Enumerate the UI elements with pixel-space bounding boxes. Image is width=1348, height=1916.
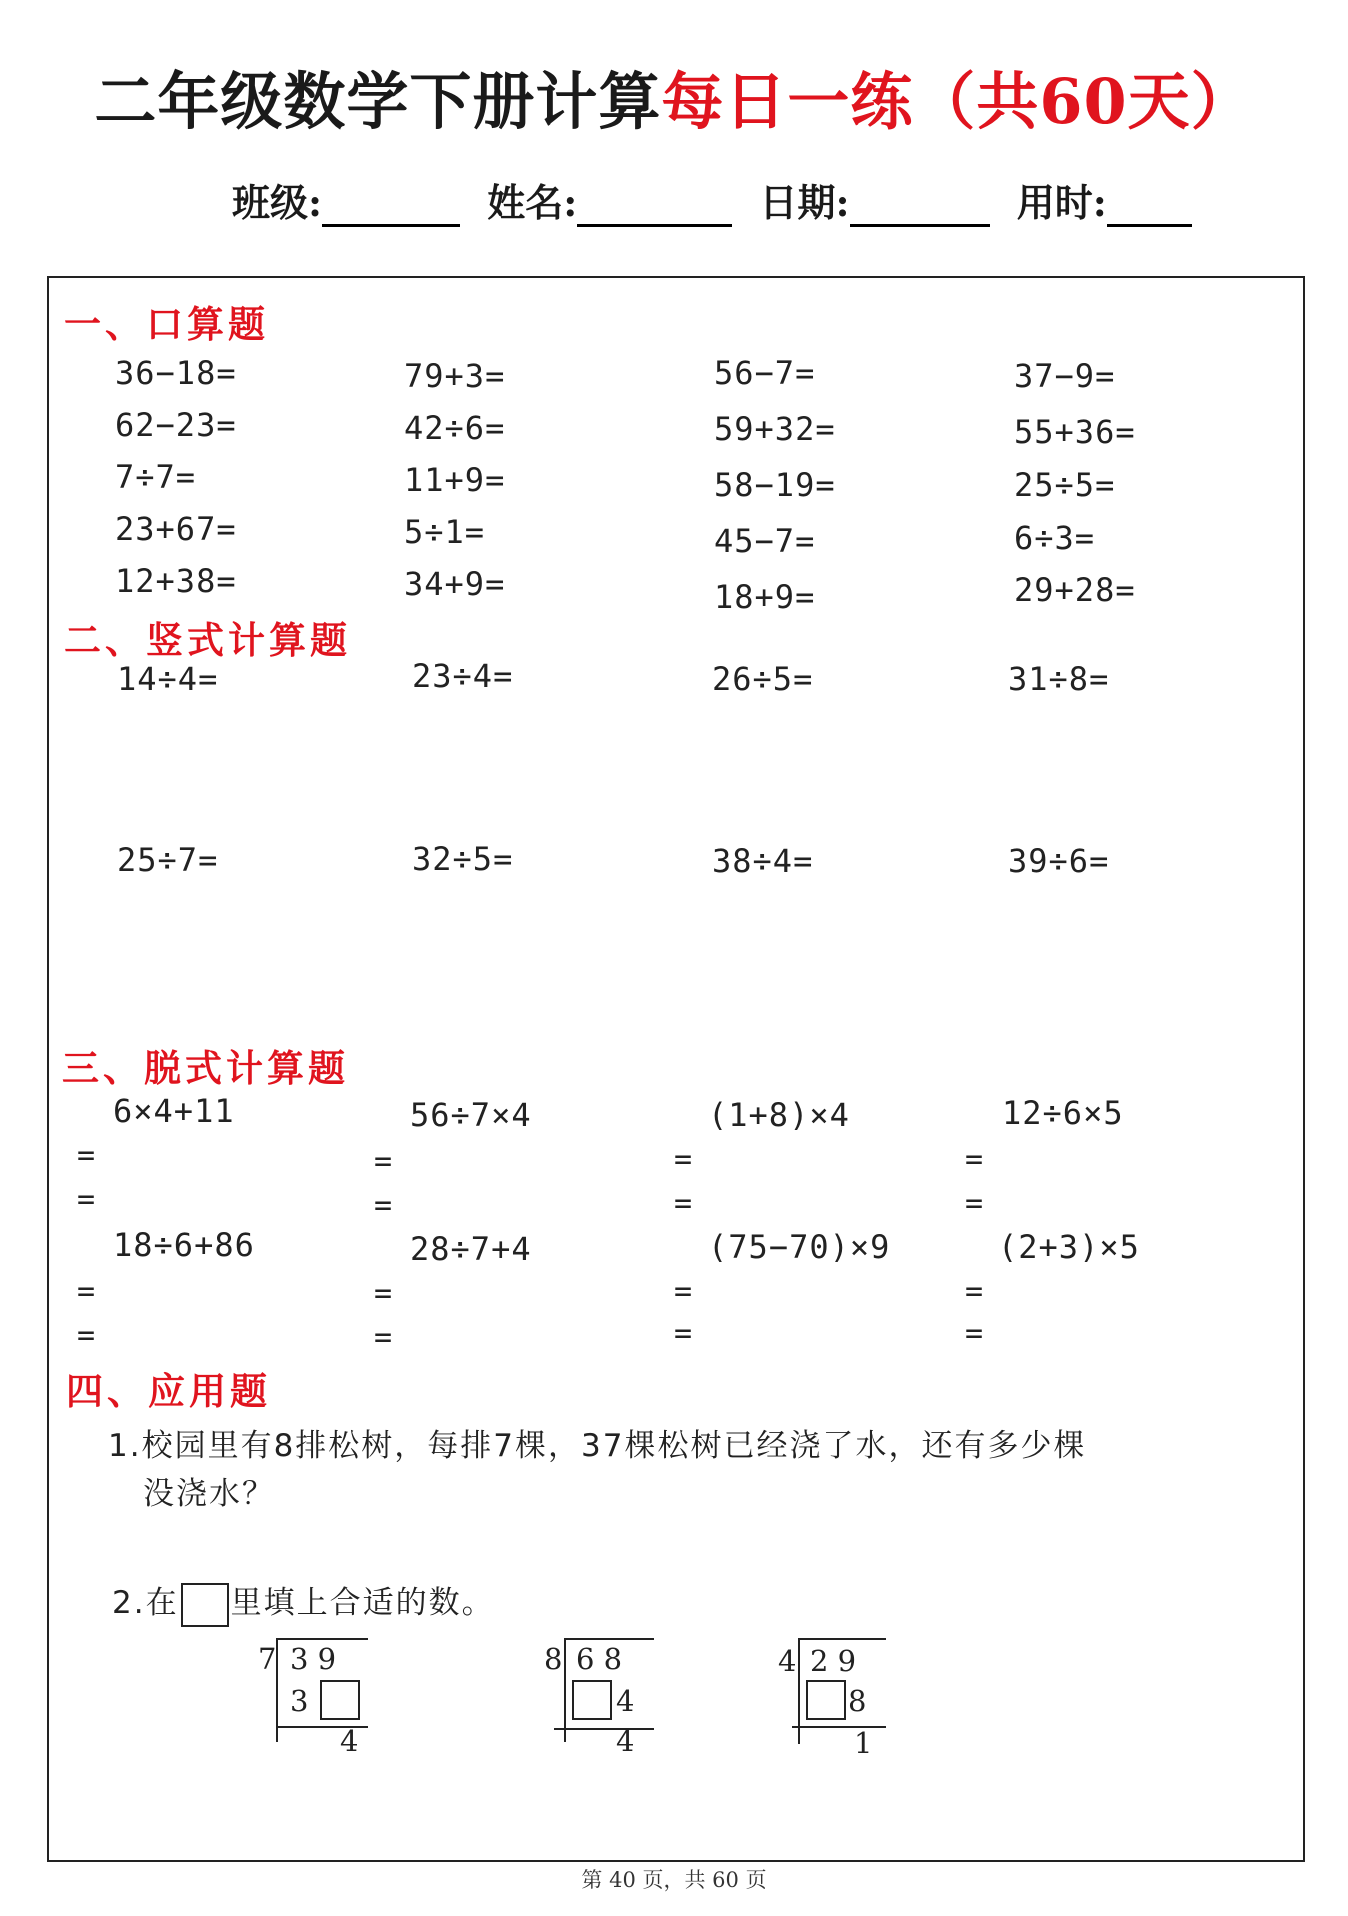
vertical-problem: 39÷6= (1008, 842, 1110, 880)
product: 3 (290, 1684, 309, 1718)
equals-sign: = (77, 1138, 96, 1173)
oral-problem: 25÷5= (1014, 466, 1116, 504)
oral-problem: 42÷6= (404, 409, 506, 447)
section-1-title: 一、口算题 (64, 302, 269, 346)
product: 4 (616, 1684, 635, 1718)
oral-problem: 79+3= (404, 357, 506, 395)
vertical-problem: 26÷5= (712, 660, 814, 698)
name-blank[interactable] (577, 188, 732, 227)
equals-sign: = (77, 1182, 96, 1217)
oral-problem: 12+38= (115, 562, 237, 600)
word-problem-1-line-2: 没浇水？ (143, 1476, 275, 1512)
oral-problem: 29+28= (1014, 571, 1136, 609)
fill-in-instruction: 2.在 里填上合适的数。 (112, 1577, 495, 1627)
equals-sign: = (674, 1274, 693, 1309)
equals-sign: = (965, 1186, 984, 1221)
oral-problem: 34+9= (404, 565, 506, 603)
section-3-title: 三、脱式计算题 (62, 1046, 349, 1090)
long-division-3 (776, 1636, 906, 1760)
long-division-2 (542, 1636, 672, 1756)
stepwise-problem: 28÷7+4 (410, 1230, 532, 1268)
name-label: 姓名: (487, 180, 578, 225)
oral-problem: 37−9= (1014, 357, 1116, 395)
blank-box-icon[interactable] (320, 1680, 360, 1720)
oral-problem: 18+9= (714, 578, 816, 616)
oral-problem: 56−7= (714, 354, 816, 392)
page-footer: 第 40 页，共 60 页 (581, 1868, 767, 1892)
oral-problem: 59+32= (714, 410, 836, 448)
oral-problem: 36−18= (115, 354, 237, 392)
equals-sign: = (965, 1274, 984, 1309)
vertical-problem: 23÷4= (412, 657, 514, 695)
vertical-problem: 32÷5= (412, 840, 514, 878)
date-blank[interactable] (850, 188, 990, 227)
vertical-problem: 31÷8= (1008, 660, 1110, 698)
stepwise-problem: (1+8)×4 (708, 1096, 850, 1134)
blank-box-icon[interactable] (572, 1680, 612, 1720)
stepwise-problem: 12÷6×5 (1002, 1094, 1124, 1132)
oral-problem: 45−7= (714, 522, 816, 560)
vertical-problem: 38÷4= (712, 842, 814, 880)
class-blank[interactable] (322, 188, 460, 227)
equals-sign: = (374, 1276, 393, 1311)
date-label: 日期: (759, 180, 850, 225)
vertical-problem: 25÷7= (117, 841, 219, 879)
vertical-problem: 14÷4= (117, 660, 219, 698)
equals-sign: = (674, 1186, 693, 1221)
long-division-1 (252, 1636, 382, 1756)
divisor: 7 (258, 1642, 277, 1676)
stepwise-problem: 56÷7×4 (410, 1096, 532, 1134)
remainder: 4 (340, 1724, 359, 1758)
dividend: 2 9 (810, 1644, 857, 1678)
oral-problem: 6÷3= (1014, 519, 1096, 557)
remainder: 1 (854, 1726, 873, 1760)
word-problem-1-line-1: 1.校园里有8排松树，每排7棵，37棵松树已经浇了水，还有多少棵 (108, 1428, 1087, 1464)
equals-sign: = (374, 1188, 393, 1223)
title-black: 二年级数学下册计算 (94, 65, 662, 138)
title-red: 每日一练（共60天） (661, 65, 1254, 138)
divisor: 4 (778, 1644, 797, 1678)
oral-problem: 23+67= (115, 510, 237, 548)
equals-sign: = (374, 1320, 393, 1355)
stepwise-problem: 6×4+11 (113, 1092, 235, 1130)
student-info-row (232, 172, 1206, 227)
section-2-title: 二、竖式计算题 (64, 618, 351, 662)
equals-sign: = (674, 1316, 693, 1351)
product: 8 (848, 1684, 867, 1718)
answer-box-icon (181, 1583, 229, 1627)
equals-sign: = (374, 1144, 393, 1179)
oral-problem: 11+9= (404, 461, 506, 499)
page-title (0, 52, 1348, 141)
equals-sign: = (77, 1274, 96, 1309)
stepwise-problem: 18÷6+86 (113, 1226, 255, 1264)
divisor: 8 (544, 1642, 563, 1676)
blank-box-icon[interactable] (806, 1680, 846, 1720)
oral-problem: 58−19= (714, 466, 836, 504)
stepwise-problem: (75−70)×9 (708, 1228, 891, 1266)
equals-sign: = (965, 1142, 984, 1177)
remainder: 4 (616, 1724, 635, 1758)
oral-problem: 5÷1= (404, 513, 486, 551)
section-4-title: 四、应用题 (66, 1369, 271, 1413)
stepwise-problem: (2+3)×5 (998, 1228, 1140, 1266)
dividend: 3 9 (290, 1642, 337, 1676)
equals-sign: = (77, 1318, 96, 1353)
class-label: 班级: (232, 180, 323, 225)
equals-sign: = (965, 1316, 984, 1351)
oral-problem: 7÷7= (115, 458, 197, 496)
equals-sign: = (674, 1142, 693, 1177)
dividend: 6 8 (576, 1642, 623, 1676)
time-blank[interactable] (1107, 188, 1192, 227)
time-label: 用时: (1016, 180, 1107, 225)
oral-problem: 55+36= (1014, 413, 1136, 451)
oral-problem: 62−23= (115, 406, 237, 444)
